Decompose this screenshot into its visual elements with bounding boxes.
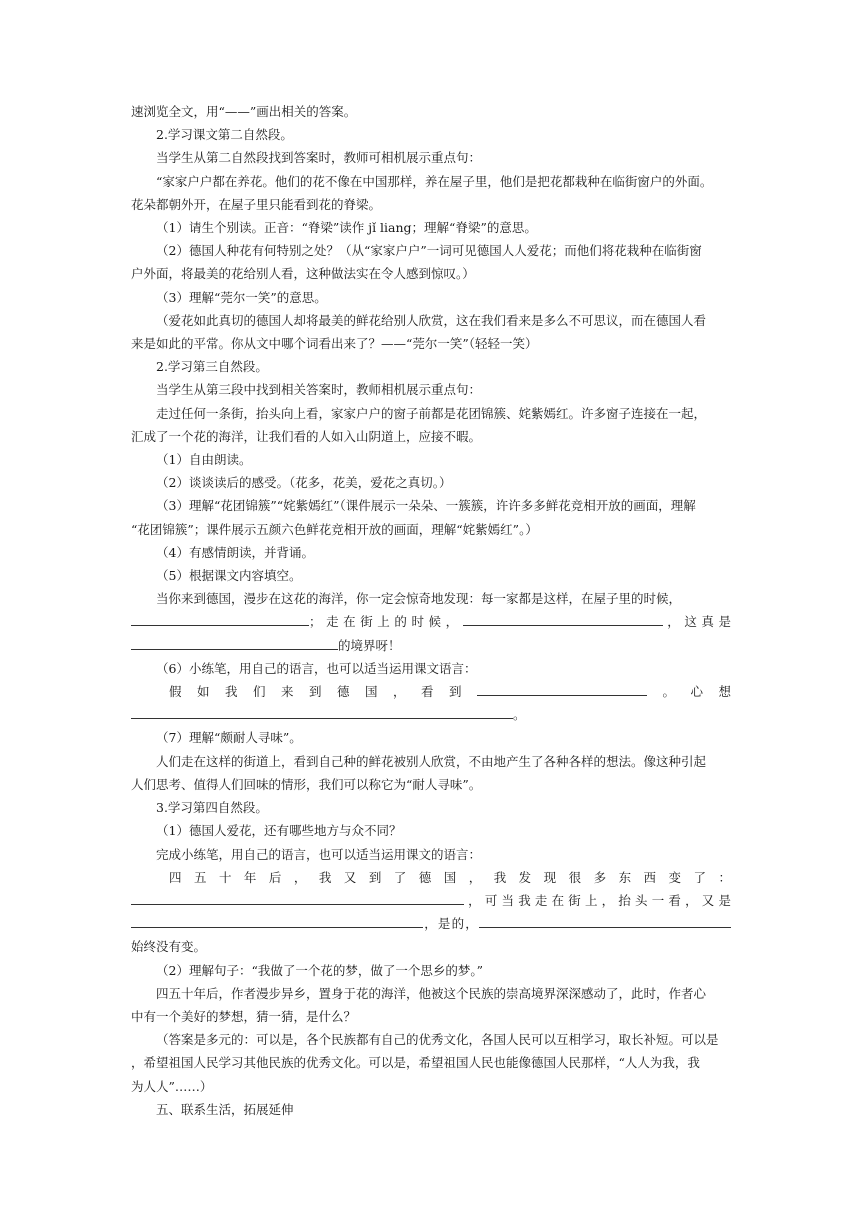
section-heading: 2.学习第三自然段。 [156, 359, 268, 375]
text-line: （5）根据课文内容填空。 [156, 568, 302, 584]
text-line: （7）理解“颇耐人寻味”。 [156, 730, 302, 746]
text-segment: 的境界呀！ [338, 637, 401, 653]
text-line: （6）小练笔，用自己的语言，也可以适当运用课文语言： [156, 660, 477, 676]
text-line: 当你来到德国，漫步在这花的海洋，你一定会惊奇地发现：每一家都是这样，在屋子里的时候， [156, 591, 682, 607]
quote-line: “家家户户都在养花。他们的花不像在中国那样，养在屋子里，他们是把花都栽种在临街窗户的外面。 [156, 173, 713, 189]
quote-line: 花朵都朝外开，在屋子里只能看到花的脊梁。 [131, 196, 382, 212]
answer-blank [131, 635, 338, 650]
quote-line: 汇成了一个花的海洋，让我们看的人如入山阴道上，应接不暇。 [131, 428, 482, 444]
fill-blank-line [131, 912, 731, 935]
fill-blank-line [131, 634, 731, 657]
text-segment: 假如我们来到德国，看到 [169, 684, 477, 700]
answer-blank [477, 681, 647, 696]
fill-blank-line [131, 866, 731, 889]
text-line: 四五十年后，作者漫步异乡，置身于花的海洋，他被这个民族的崇高境界深深感动了，此时，作者心 [156, 985, 707, 1001]
text-line: 速浏览全文，用“——”画出相关的答案。 [131, 104, 357, 119]
fill-blank-line [131, 680, 731, 703]
text-line: （1）德国人爱花，还有哪些地方与众不同？ [156, 823, 402, 839]
text-line: 始终没有变。 [131, 939, 207, 955]
text-segment: 。心想 [646, 684, 731, 700]
text-line: （2）谈谈读后的感受。（花多，花美，爱花之真切。） [156, 475, 452, 491]
text-segment: ，是的， [423, 916, 479, 932]
answer-blank [479, 913, 731, 928]
text-segment: ；走在街上的时候， [309, 614, 463, 630]
answer-blank [131, 611, 309, 626]
text-line: （2）理解句子：“我做了一个花的梦，做了一个思乡的梦。” [156, 962, 483, 978]
section-heading: 五、联系生活，拓展延伸 [156, 1101, 294, 1117]
text-line: 当学生从第二自然段找到答案时，教师可相机展示重点句： [156, 150, 482, 166]
text-line: （1）请生个别读。正音：“脊梁”读作 jǐ liang；理解“脊梁”的意思。 [156, 220, 537, 236]
answer-blank [131, 890, 464, 905]
text-line: 户外面，将最美的花给别人看，这种做法实在令人感到惊叹。） [131, 266, 475, 282]
answer-blank [131, 913, 423, 928]
text-line: （4）有感情朗读，并背诵。 [156, 544, 314, 560]
quote-line: 走过任何一条街，抬头向上看，家家户户的窗子前都是花团锦簇、姹紫嫣红。许多窗子连接在一起， [156, 405, 707, 421]
text-line: 为人人”……） [131, 1078, 213, 1094]
document-page [131, 100, 731, 1121]
fill-blank-line [131, 610, 731, 633]
text-line: （爱花如此真切的德国人却将最美的鲜花给别人欣赏，这在我们看来是多么不可思议，而在德国人看 [156, 312, 707, 328]
text-line: 来是如此的平常。你从文中哪个词看出来了？——“莞尔一笑”（轻轻一笑） [131, 336, 538, 352]
text-line: 人们思考、值得人们回味的情形，我们可以称它为“耐人寻味”。 [131, 776, 482, 792]
text-line: “花团锦簇”；课件展示五颜六色鲜花竞相开放的画面，理解“姹紫嫣红”。） [131, 521, 538, 537]
section-heading: 2.学习课文第二自然段。 [156, 127, 293, 143]
text-line: 完成小练笔，用自己的语言，也可以适当运用课文的语言： [156, 846, 482, 862]
text-line: 中有一个美好的梦想，猜一猜，是什么？ [131, 1008, 357, 1024]
text-line: （2）德国人种花有何特别之处？（从“家家户户”一词可见德国人人爱花；而他们将花栽种在临街窗 [156, 243, 702, 259]
text-line: （答案是多元的：可以是，各个民族都有自己的优秀文化，各国人民可以互相学习，取长补短。可以是 [156, 1032, 719, 1048]
answer-blank [463, 611, 663, 626]
fill-blank-line [131, 703, 731, 726]
fill-blank-line [131, 889, 731, 912]
text-line: （3）理解“莞尔一笑”的意思。 [156, 289, 327, 305]
answer-blank [131, 704, 513, 719]
text-segment: ，这真是 [662, 614, 731, 630]
text-line: 人们走在这样的街道上，看到自己种的鲜花被别人欣赏，不由地产生了各种各样的想法。像这种引起 [156, 753, 707, 769]
text-segment: 四五十年后，我又到了德国，我发现很多东西变了： [169, 869, 731, 885]
text-line: ，希望祖国人民学习其他民族的优秀文化。可以是，希望祖国人民也能像德国人民那样，“人人为我，我 [131, 1055, 700, 1071]
section-heading: 3.学习第四自然段。 [156, 800, 268, 816]
text-line: （3）理解“花团锦簇”“姹紫嫣红”（课件展示一朵朵、一簇簇，许许多多鲜花竞相开放的画面，理解 [156, 498, 696, 514]
text-line: （1）自由朗读。 [156, 452, 252, 468]
text-line: 当学生从第三段中找到相关答案时，教师相机展示重点句： [156, 382, 482, 398]
text-segment: ，可当我走在街上，抬头一看，又是 [464, 892, 731, 908]
text-segment: 。 [513, 707, 526, 723]
